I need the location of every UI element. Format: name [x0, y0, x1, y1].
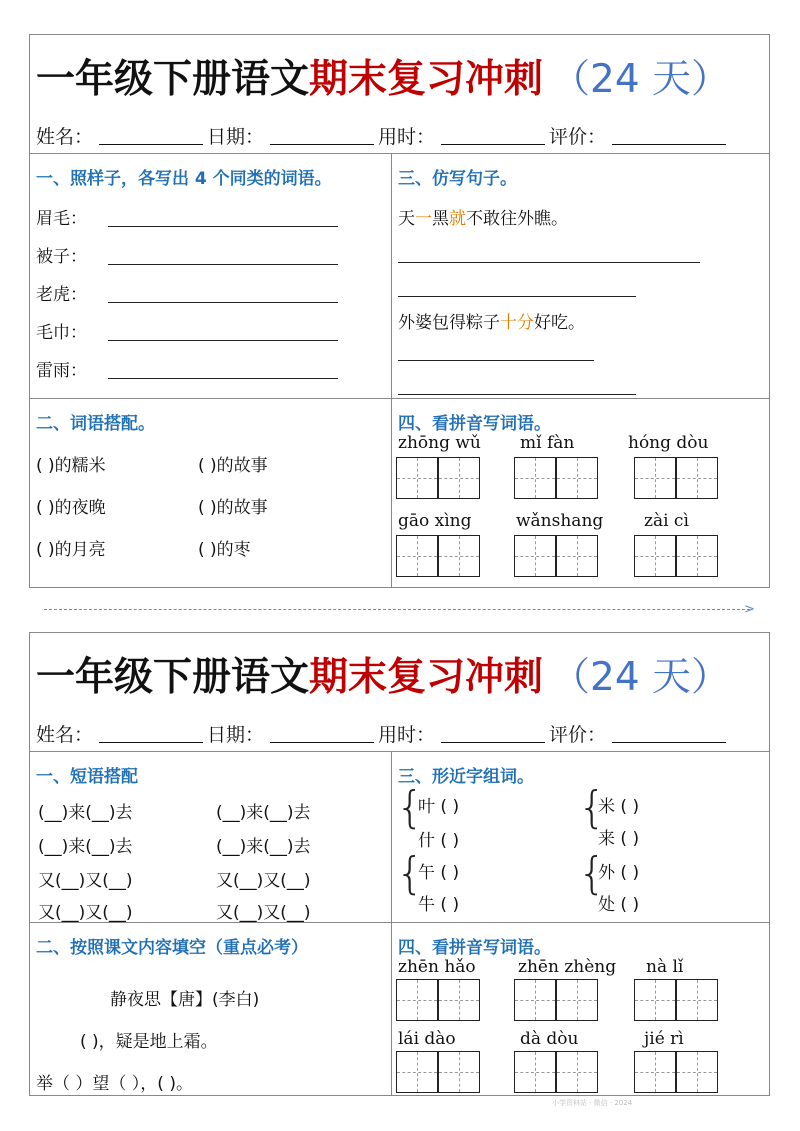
worksheet-2 — [29, 632, 770, 1096]
writing-box[interactable] — [514, 1051, 556, 1093]
writing-box[interactable] — [676, 1051, 718, 1093]
watermark-text: 小学资料站 · 微信 · 2024 — [552, 1099, 633, 1107]
pinyin-label: zhēn zhèng — [518, 957, 617, 977]
grade-label: 评价： — [549, 125, 607, 148]
brace-icon: { — [578, 848, 606, 899]
title-days: （24 天） — [551, 655, 731, 700]
writing-box[interactable] — [676, 457, 718, 499]
char-item[interactable]: 来 ( ) — [598, 829, 640, 849]
title-black: 一年级下册语文 — [36, 655, 310, 700]
match-item[interactable]: ( )的夜晚 — [36, 498, 106, 518]
match-item[interactable]: ( )的故事 — [198, 456, 268, 476]
pinyin-label: hóng dòu — [628, 433, 709, 453]
time-label: 用时： — [378, 125, 436, 148]
writing-box[interactable] — [514, 457, 556, 499]
writing-box[interactable] — [634, 535, 676, 577]
answer-line[interactable] — [108, 378, 338, 379]
section-poem-fill — [30, 923, 391, 1096]
poem-title: 静夜思【唐】(李白) — [110, 990, 260, 1010]
section-phrase-matching — [30, 752, 391, 922]
writing-box[interactable] — [556, 1051, 598, 1093]
section-heading: 一、照样子，各写出 4 个同类的词语。 — [36, 169, 332, 189]
worksheet-title — [30, 35, 769, 117]
title-red: 期末复习冲刺 — [309, 57, 544, 102]
writing-box[interactable] — [438, 1051, 480, 1093]
writing-box[interactable] — [396, 979, 438, 1021]
writing-box[interactable] — [556, 457, 598, 499]
writing-box[interactable] — [676, 979, 718, 1021]
title-days: （24 天） — [551, 57, 731, 102]
pinyin-label: zhōng wǔ — [398, 433, 481, 453]
writing-box[interactable] — [514, 979, 556, 1021]
section-word-matching — [30, 399, 391, 588]
match-item[interactable]: ( )的故事 — [198, 498, 268, 518]
writing-box[interactable] — [634, 1051, 676, 1093]
section-heading: 三、仿写句子。 — [398, 169, 517, 189]
cut-line — [44, 609, 750, 610]
phrase-item[interactable]: 又(__)又(__) — [38, 871, 133, 891]
time-blank[interactable] — [441, 724, 545, 743]
word-item: 雷雨： — [36, 361, 87, 381]
pinyin-label: gāo xìng — [398, 511, 472, 531]
sentence-text: 外婆包得粽子 — [398, 313, 500, 333]
answer-line[interactable] — [108, 264, 338, 265]
section-pinyin-writing — [392, 399, 769, 588]
char-item[interactable]: 叶 ( ) — [418, 797, 460, 817]
brace-icon: { — [396, 782, 424, 833]
grade-label: 评价： — [549, 723, 607, 746]
sentence-text: 好吃。 — [534, 313, 585, 333]
phrase-item[interactable]: (__)来(__)去 — [38, 837, 133, 857]
title-black: 一年级下册语文 — [36, 57, 310, 102]
writing-box[interactable] — [438, 535, 480, 577]
char-item[interactable]: 牛 ( ) — [418, 895, 460, 915]
info-row — [30, 117, 769, 154]
answer-line[interactable] — [398, 394, 636, 395]
info-row — [30, 715, 769, 752]
poem-line-1[interactable]: ( )，疑是地上霜。 — [80, 1032, 218, 1052]
writing-box[interactable] — [514, 535, 556, 577]
writing-box[interactable] — [396, 535, 438, 577]
phrase-item[interactable]: (__)来(__)去 — [38, 803, 133, 823]
section-heading: 一、短语搭配 — [36, 767, 138, 787]
section-similar-words — [30, 154, 391, 398]
name-blank[interactable] — [99, 724, 203, 743]
phrase-item[interactable]: 又(__)又(__) — [216, 871, 311, 891]
pinyin-label: zhēn hǎo — [398, 957, 476, 977]
sentence-text: 天 — [398, 209, 415, 229]
word-item: 老虎： — [36, 285, 87, 305]
sentence-text: 不敢往外瞧。 — [466, 209, 568, 229]
word-item: 眉毛： — [36, 209, 87, 229]
date-label: 日期： — [207, 125, 265, 148]
section-heading: 四、看拼音写词语。 — [398, 414, 551, 434]
name-blank[interactable] — [99, 126, 203, 145]
answer-line[interactable] — [398, 360, 594, 361]
pinyin-label: wǎnshang — [516, 511, 604, 531]
key-word: 十分 — [500, 313, 534, 333]
match-item[interactable]: ( )的枣 — [198, 540, 251, 560]
name-label: 姓名： — [36, 125, 94, 148]
poem-line-2[interactable]: 举（ ）望（ ），( )。 — [36, 1074, 193, 1094]
time-blank[interactable] — [441, 126, 545, 145]
char-item[interactable]: 米 ( ) — [598, 797, 640, 817]
writing-box[interactable] — [634, 979, 676, 1021]
brace-icon: { — [578, 782, 606, 833]
pinyin-label: nà lǐ — [646, 957, 684, 977]
worksheet-1 — [29, 34, 770, 588]
char-item[interactable]: 处 ( ) — [598, 895, 640, 915]
section-sentence-imitation — [392, 154, 769, 398]
writing-box[interactable] — [556, 535, 598, 577]
grade-blank[interactable] — [612, 724, 726, 743]
brace-icon: { — [396, 848, 424, 899]
key-word: 就 — [449, 209, 466, 229]
arrow-right-icon: > — [744, 602, 755, 617]
title-red: 期末复习冲刺 — [309, 655, 544, 700]
section-pinyin-writing — [392, 923, 769, 1096]
answer-line[interactable] — [108, 340, 338, 341]
char-item[interactable]: 外 ( ) — [598, 863, 640, 883]
example-sentence-1 — [398, 204, 568, 229]
date-label: 日期： — [207, 723, 265, 746]
pinyin-label: mǐ fàn — [520, 433, 575, 453]
pinyin-label: dà dòu — [520, 1029, 579, 1049]
answer-line[interactable] — [108, 302, 338, 303]
phrase-item[interactable]: (__)来(__)去 — [216, 837, 311, 857]
writing-box[interactable] — [556, 979, 598, 1021]
pinyin-label: jié rì — [644, 1029, 684, 1049]
writing-box[interactable] — [396, 1051, 438, 1093]
answer-line[interactable] — [398, 262, 700, 263]
word-item: 毛巾： — [36, 323, 87, 343]
writing-box[interactable] — [634, 457, 676, 499]
writing-box[interactable] — [396, 457, 438, 499]
answer-line[interactable] — [398, 296, 636, 297]
worksheet-title — [30, 633, 769, 715]
answer-line[interactable] — [108, 226, 338, 227]
writing-box[interactable] — [438, 457, 480, 499]
phrase-item[interactable]: 又(__)又(__) — [216, 903, 311, 923]
pinyin-label: lái dào — [398, 1029, 456, 1049]
pinyin-label: zài cì — [644, 511, 689, 531]
section-similar-characters — [392, 752, 769, 922]
section-heading: 四、看拼音写词语。 — [398, 938, 551, 958]
section-heading: 二、词语搭配。 — [36, 414, 155, 434]
match-item[interactable]: ( )的月亮 — [36, 540, 106, 560]
char-item[interactable]: 什 ( ) — [418, 831, 460, 851]
key-word: 一 — [415, 209, 432, 229]
time-label: 用时： — [378, 723, 436, 746]
sentence-text: 黑 — [432, 209, 449, 229]
date-blank[interactable] — [270, 724, 374, 743]
char-item[interactable]: 午 ( ) — [418, 863, 460, 883]
section-heading: 二、按照课文内容填空（重点必考） — [36, 938, 308, 958]
phrase-item[interactable]: (__)来(__)去 — [216, 803, 311, 823]
section-heading: 三、形近字组词。 — [398, 767, 534, 787]
name-label: 姓名： — [36, 723, 94, 746]
word-item: 被子： — [36, 247, 87, 267]
phrase-item[interactable]: 又(__)又(__) — [38, 903, 133, 923]
match-item[interactable]: ( )的糯米 — [36, 456, 106, 476]
writing-box[interactable] — [676, 535, 718, 577]
date-blank[interactable] — [270, 126, 374, 145]
grade-blank[interactable] — [612, 126, 726, 145]
example-sentence-2 — [398, 308, 585, 333]
writing-box[interactable] — [438, 979, 480, 1021]
